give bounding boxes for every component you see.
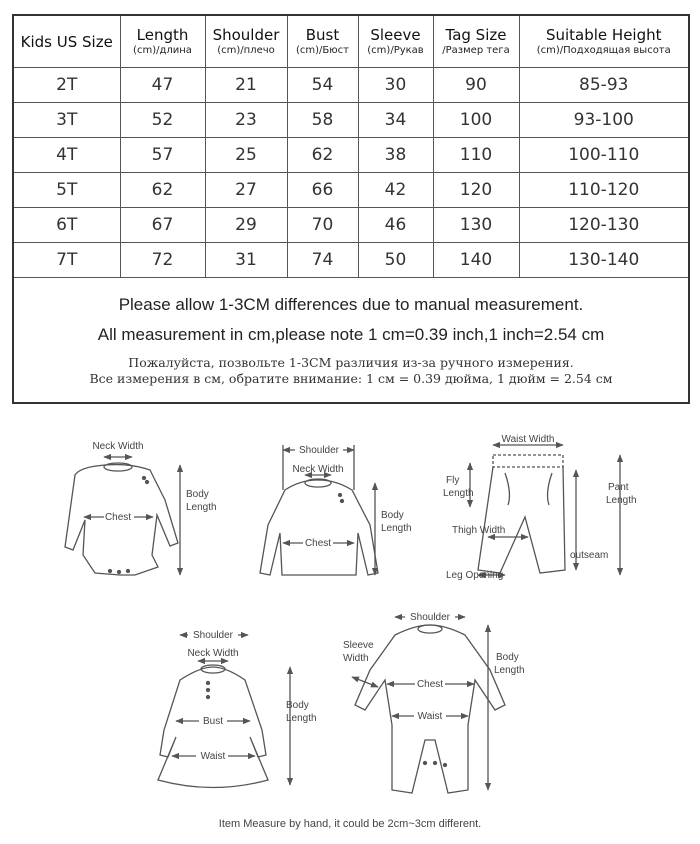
table-cell: 85-93 (519, 68, 689, 103)
pants-fly-label: Fly (446, 475, 460, 486)
bodysuit-length-label: Length (186, 502, 217, 513)
table-cell: 110 (433, 138, 519, 173)
dress-body-label: Body (286, 700, 309, 711)
header-label: Kids US Size (20, 32, 113, 51)
dress-shoulder-label: Shoulder (192, 630, 234, 641)
table-cell: 67 (120, 208, 205, 243)
header-sublabel: (cm)/длина (133, 45, 192, 56)
table-cell: 66 (287, 173, 358, 208)
pants-pant-length-label: Length (606, 495, 637, 506)
pants-fly-length-label: Length (443, 488, 474, 499)
table-cell: 2T (13, 68, 120, 103)
bodysuit-chest-label: Chest (104, 512, 132, 523)
table-cell: 21 (205, 68, 287, 103)
shirt-shoulder-label: Shoulder (298, 445, 340, 456)
measurement-diagrams (0, 425, 700, 805)
table-cell: 100 (433, 103, 519, 138)
dress-waist-label: Waist (200, 751, 226, 762)
table-cell: 31 (205, 243, 287, 278)
table-header-row (13, 15, 689, 68)
table-cell: 130-140 (519, 243, 689, 278)
table-cell: 5T (13, 173, 120, 208)
bodysuit-body-label: Body (186, 489, 209, 500)
table-row (13, 103, 689, 138)
table-cell: 93-100 (519, 103, 689, 138)
romper-length-label: Length (494, 665, 525, 676)
table-cell: 62 (120, 173, 205, 208)
header-label: Length (136, 26, 189, 44)
dress-neck-label: Neck Width (187, 648, 239, 659)
pants-thigh-label: Thigh Width (452, 525, 506, 536)
table-row (13, 138, 689, 173)
header-tag-size (433, 15, 519, 68)
header-sublabel: /Размер тега (442, 45, 510, 56)
table-cell: 72 (120, 243, 205, 278)
table-cell: 23 (205, 103, 287, 138)
table-row (13, 208, 689, 243)
table-cell: 6T (13, 208, 120, 243)
table-cell: 140 (433, 243, 519, 278)
table-row (13, 243, 689, 278)
table-cell: 7T (13, 243, 120, 278)
table-cell: 38 (358, 138, 433, 173)
note-difference-en: Please allow 1-3CM differences due to manual measurement. (118, 295, 584, 314)
header-length (120, 15, 205, 68)
table-cell: 70 (287, 208, 358, 243)
dress-length-label: Length (286, 713, 317, 724)
diagrams-svg (0, 425, 700, 805)
romper-chest-label: Chest (416, 679, 444, 690)
table-row (13, 173, 689, 208)
footer-note: Item Measure by hand, it could be 2cm~3cm different. (218, 818, 482, 830)
pants-leg-label: Leg Opening (446, 570, 504, 581)
measurement-notes (13, 278, 689, 404)
size-chart-table (12, 14, 690, 404)
header-label: Bust (305, 26, 340, 44)
table-cell: 74 (287, 243, 358, 278)
table-cell: 46 (358, 208, 433, 243)
header-size (13, 15, 120, 68)
note-conversion-ru: Все измерения в см, обратите внимание: 1 см = 0.39 дюйма, 1 дюйм = 2.54 см (89, 371, 613, 386)
table-cell: 90 (433, 68, 519, 103)
notes-row (13, 278, 689, 404)
table-cell: 62 (287, 138, 358, 173)
header-sublabel: (cm)/плечо (217, 45, 275, 56)
table-cell: 3T (13, 103, 120, 138)
romper-body-label: Body (496, 652, 519, 663)
note-conversion-en: All measurement in cm,please note 1 cm=0.39 inch,1 inch=2.54 cm (97, 325, 605, 344)
table-cell: 42 (358, 173, 433, 208)
table-cell: 47 (120, 68, 205, 103)
table-cell: 50 (358, 243, 433, 278)
header-shoulder (205, 15, 287, 68)
pants-outseam-label: outseam (570, 550, 609, 561)
header-bust (287, 15, 358, 68)
dress-bust-label: Bust (202, 716, 224, 727)
table-cell: 30 (358, 68, 433, 103)
table-cell: 120 (433, 173, 519, 208)
pants-pant-label: Pant (608, 482, 629, 493)
romper-waist-label: Waist (417, 711, 443, 722)
table-cell: 100-110 (519, 138, 689, 173)
romper-sleeve-label: Sleeve (343, 640, 374, 651)
header-label: Suitable Height (545, 26, 662, 44)
header-label: Shoulder (212, 26, 280, 44)
header-sleeve (358, 15, 433, 68)
table-cell: 57 (120, 138, 205, 173)
romper-shoulder-label: Shoulder (409, 612, 451, 623)
table-cell: 130 (433, 208, 519, 243)
table-cell: 27 (205, 173, 287, 208)
table-cell: 25 (205, 138, 287, 173)
shirt-length-label: Length (381, 523, 412, 534)
romper-diagram (352, 617, 505, 793)
note-difference-ru: Пожалуйста, позвольте 1-3CM различия из-за ручного измерения. (128, 355, 574, 370)
header-label: Sleeve (370, 26, 421, 44)
header-suitable-height (519, 15, 689, 68)
table-cell: 34 (358, 103, 433, 138)
header-sublabel: (cm)/Бюст (295, 45, 349, 56)
shirt-chest-label: Chest (304, 538, 332, 549)
header-label: Tag Size (445, 26, 507, 44)
table-cell: 29 (205, 208, 287, 243)
table-cell: 52 (120, 103, 205, 138)
shirt-neck-label: Neck Width (292, 464, 344, 475)
header-sublabel: (cm)/Рукав (367, 45, 424, 56)
table-row (13, 68, 689, 103)
table-cell: 120-130 (519, 208, 689, 243)
table-cell: 110-120 (519, 173, 689, 208)
romper-width-label: Width (343, 653, 369, 664)
table-cell: 4T (13, 138, 120, 173)
bodysuit-neck-label: Neck Width (92, 441, 144, 452)
header-sublabel: (cm)/Подходящая высота (536, 45, 671, 56)
pants-waist-label: Waist Width (501, 434, 555, 445)
table-cell: 58 (287, 103, 358, 138)
table-cell: 54 (287, 68, 358, 103)
shirt-body-label: Body (381, 510, 404, 521)
